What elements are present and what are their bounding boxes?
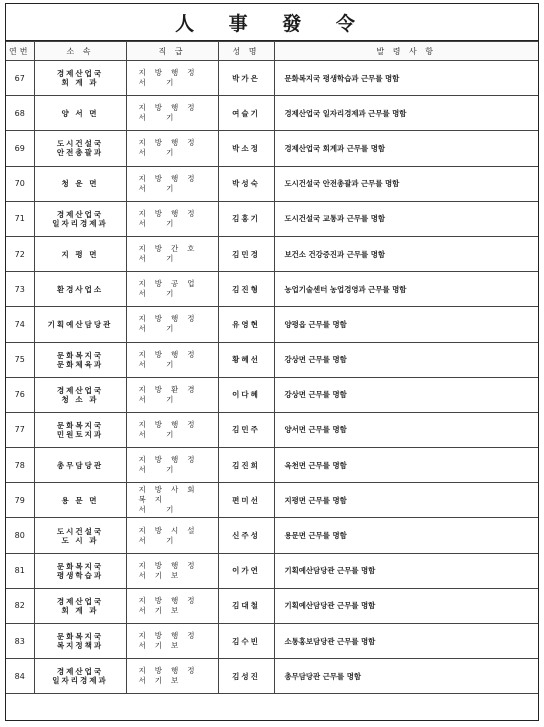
department-line-1: 경제산업국 <box>56 69 104 79</box>
grade-line-2: 서 기 <box>138 535 183 545</box>
department-line-1: 청 운 면 <box>61 179 99 189</box>
table-body <box>6 61 538 694</box>
grade-line-2: 서 기 <box>138 78 183 88</box>
table-row <box>6 201 538 236</box>
grade-line-1: 지방행정 <box>138 560 204 570</box>
row-department <box>34 483 126 518</box>
department-line-1: 문화복지국 <box>56 561 104 571</box>
grade-line-1: 지방행정 <box>138 455 204 465</box>
grade-line-1: 지방행정 <box>138 138 204 148</box>
row-department <box>34 553 126 588</box>
document-title: 人 事 發 令 <box>175 12 369 35</box>
grade-line-2: 서기보 <box>138 676 188 686</box>
department-line-2: 안전총괄과 <box>56 148 104 158</box>
row-department <box>34 377 126 412</box>
row-grade <box>126 96 218 131</box>
row-assignment: 소통홍보담당관 근무를 명함 <box>274 624 538 659</box>
table-header-row <box>6 42 538 61</box>
row-number: 79 <box>6 483 34 518</box>
table-row <box>6 448 538 483</box>
department-line-1: 총무담당관 <box>56 460 104 470</box>
row-name: 이가연 <box>218 553 274 588</box>
row-name: 이다혜 <box>218 377 274 412</box>
grade-line-2: 서 기 <box>138 113 183 123</box>
row-grade <box>126 518 218 553</box>
row-grade <box>126 342 218 377</box>
row-number: 73 <box>6 272 34 307</box>
row-name: 김민주 <box>218 412 274 447</box>
row-grade <box>126 307 218 342</box>
row-grade <box>126 377 218 412</box>
row-assignment: 강상면 근무를 명함 <box>274 342 538 377</box>
row-department <box>34 412 126 447</box>
grade-line-1: 지방시설 <box>138 525 204 535</box>
row-name: 박성숙 <box>218 166 274 201</box>
grade-line-2: 서 기 <box>138 148 183 158</box>
grade-line-2: 서기보 <box>138 641 188 651</box>
row-assignment: 기획예산담당관 근무를 명함 <box>274 588 538 623</box>
grade-line-2: 서 기 <box>138 324 183 334</box>
grade-line-2: 서 기 <box>138 359 183 369</box>
department-line-2: 복지정책과 <box>56 641 104 651</box>
grade-line-1: 지방행정 <box>138 68 204 78</box>
grade-line-1: 지방행정 <box>138 103 204 113</box>
grade-line-1: 지방행정 <box>138 666 204 676</box>
row-assignment: 경제산업국 일자리경제과 근무를 명함 <box>274 96 538 131</box>
row-number: 77 <box>6 412 34 447</box>
personnel-order-sheet <box>5 3 539 721</box>
row-assignment: 문화복지국 평생학습과 근무를 명함 <box>274 61 538 96</box>
table-row <box>6 553 538 588</box>
department-line-1: 도시건설국 <box>56 526 104 536</box>
header-grade: 직 급 <box>126 42 218 61</box>
grade-line-1: 지방사회복지 <box>138 485 204 505</box>
row-assignment: 농업기술센터 농업경영과 근무를 명함 <box>274 272 538 307</box>
row-number: 69 <box>6 131 34 166</box>
row-assignment: 보건소 건강증진과 근무를 명함 <box>274 236 538 271</box>
grade-line-1: 지방공업 <box>138 279 204 289</box>
table-row <box>6 307 538 342</box>
grade-line-1: 지방행정 <box>138 314 204 324</box>
row-name: 편미선 <box>218 483 274 518</box>
row-grade <box>126 61 218 96</box>
table-row <box>6 377 538 412</box>
row-grade <box>126 201 218 236</box>
grade-line-1: 지방간호 <box>138 244 204 254</box>
header-name: 성 명 <box>218 42 274 61</box>
row-grade <box>126 659 218 694</box>
row-number: 76 <box>6 377 34 412</box>
grade-line-2: 서 기 <box>138 289 183 299</box>
row-department <box>34 272 126 307</box>
row-department <box>34 61 126 96</box>
department-line-2: 도 시 과 <box>61 535 99 545</box>
row-department <box>34 659 126 694</box>
personnel-table <box>6 41 538 694</box>
grade-line-2: 서 기 <box>138 254 183 264</box>
table-row <box>6 412 538 447</box>
grade-line-2: 서 기 <box>138 394 183 404</box>
row-grade <box>126 412 218 447</box>
row-department <box>34 624 126 659</box>
department-line-2: 평생학습과 <box>56 570 104 580</box>
table-row <box>6 131 538 166</box>
table-row <box>6 96 538 131</box>
department-line-1: 용 문 면 <box>61 495 99 505</box>
department-line-1: 문화복지국 <box>56 632 104 642</box>
row-assignment: 옥천면 근무를 명함 <box>274 448 538 483</box>
table-row <box>6 588 538 623</box>
row-assignment: 양서면 근무를 명함 <box>274 412 538 447</box>
row-name: 황혜선 <box>218 342 274 377</box>
row-name: 김진형 <box>218 272 274 307</box>
row-department <box>34 448 126 483</box>
table-row <box>6 166 538 201</box>
table-row <box>6 236 538 271</box>
row-name: 여슬기 <box>218 96 274 131</box>
department-line-1: 지 평 면 <box>61 249 99 259</box>
title-bar <box>6 4 538 41</box>
grade-line-1: 지방행정 <box>138 419 204 429</box>
grade-line-2: 서 기 <box>138 465 183 475</box>
row-number: 68 <box>6 96 34 131</box>
row-name: 신주성 <box>218 518 274 553</box>
grade-line-1: 지방행정 <box>138 595 204 605</box>
row-assignment: 지평면 근무를 명함 <box>274 483 538 518</box>
row-department <box>34 236 126 271</box>
grade-line-2: 서 기 <box>138 429 183 439</box>
table-row <box>6 483 538 518</box>
department-line-1: 경제산업국 <box>56 596 104 606</box>
row-grade <box>126 236 218 271</box>
table-row <box>6 342 538 377</box>
grade-line-2: 서 기 <box>138 183 183 193</box>
row-grade <box>126 448 218 483</box>
row-name: 김수빈 <box>218 624 274 659</box>
grade-line-1: 지방행정 <box>138 631 204 641</box>
row-number: 83 <box>6 624 34 659</box>
row-assignment: 도시건설국 안전총괄과 근무를 명함 <box>274 166 538 201</box>
row-assignment: 도시건설국 교통과 근무를 명함 <box>274 201 538 236</box>
row-department <box>34 588 126 623</box>
row-department <box>34 131 126 166</box>
row-grade <box>126 166 218 201</box>
row-number: 80 <box>6 518 34 553</box>
grade-line-2: 서 기 <box>138 505 183 515</box>
row-number: 78 <box>6 448 34 483</box>
department-line-1: 경제산업국 <box>56 667 104 677</box>
grade-line-1: 지방환경 <box>138 384 204 394</box>
table-row <box>6 272 538 307</box>
row-name: 박소정 <box>218 131 274 166</box>
table-row <box>6 659 538 694</box>
department-line-1: 기획예산담당관 <box>47 319 113 329</box>
department-line-1: 환경사업소 <box>56 284 104 294</box>
header-dept: 소 속 <box>34 42 126 61</box>
department-line-1: 경제산업국 <box>56 209 104 219</box>
department-line-2: 민원토지과 <box>56 429 104 439</box>
department-line-1: 양 서 면 <box>61 108 99 118</box>
row-department <box>34 166 126 201</box>
row-number: 70 <box>6 166 34 201</box>
grade-line-1: 지방행정 <box>138 173 204 183</box>
row-assignment: 경제산업국 회계과 근무를 명함 <box>274 131 538 166</box>
table-row <box>6 518 538 553</box>
row-number: 81 <box>6 553 34 588</box>
row-grade <box>126 483 218 518</box>
header-no: 연번 <box>6 42 34 61</box>
row-name: 박가은 <box>218 61 274 96</box>
grade-line-1: 지방행정 <box>138 208 204 218</box>
row-grade <box>126 272 218 307</box>
row-grade <box>126 624 218 659</box>
grade-line-2: 서 기 <box>138 218 183 228</box>
row-department <box>34 96 126 131</box>
row-assignment: 총무담당관 근무를 명함 <box>274 659 538 694</box>
department-line-1: 경제산업국 <box>56 385 104 395</box>
row-grade <box>126 553 218 588</box>
row-assignment: 기획예산담당관 근무를 명함 <box>274 553 538 588</box>
department-line-2: 회 계 과 <box>61 78 99 88</box>
row-number: 75 <box>6 342 34 377</box>
department-line-2: 일자리경제과 <box>52 676 108 686</box>
row-department <box>34 342 126 377</box>
department-line-1: 문화복지국 <box>56 350 104 360</box>
grade-line-1: 지방행정 <box>138 349 204 359</box>
row-department <box>34 518 126 553</box>
row-number: 71 <box>6 201 34 236</box>
row-number: 67 <box>6 61 34 96</box>
row-name: 유영현 <box>218 307 274 342</box>
row-assignment: 강상면 근무를 명함 <box>274 377 538 412</box>
header-desc: 발 령 사 항 <box>274 42 538 61</box>
row-name: 김홍기 <box>218 201 274 236</box>
row-name: 김대철 <box>218 588 274 623</box>
department-line-2: 회 계 과 <box>61 605 99 615</box>
row-name: 김성진 <box>218 659 274 694</box>
row-name: 김진희 <box>218 448 274 483</box>
department-line-2: 청 소 과 <box>61 394 99 404</box>
grade-line-2: 서기보 <box>138 570 188 580</box>
department-line-1: 도시건설국 <box>56 139 104 149</box>
table-row <box>6 624 538 659</box>
row-grade <box>126 588 218 623</box>
row-department <box>34 307 126 342</box>
row-number: 82 <box>6 588 34 623</box>
row-grade <box>126 131 218 166</box>
department-line-1: 문화복지국 <box>56 420 104 430</box>
grade-line-2: 서기보 <box>138 605 188 615</box>
row-name: 김민경 <box>218 236 274 271</box>
department-line-2: 문화체육과 <box>56 359 104 369</box>
row-number: 72 <box>6 236 34 271</box>
row-assignment: 양평읍 근무를 명함 <box>274 307 538 342</box>
row-assignment: 용문면 근무를 명함 <box>274 518 538 553</box>
row-number: 74 <box>6 307 34 342</box>
row-number: 84 <box>6 659 34 694</box>
row-department <box>34 201 126 236</box>
table-row <box>6 61 538 96</box>
department-line-2: 일자리경제과 <box>52 218 108 228</box>
